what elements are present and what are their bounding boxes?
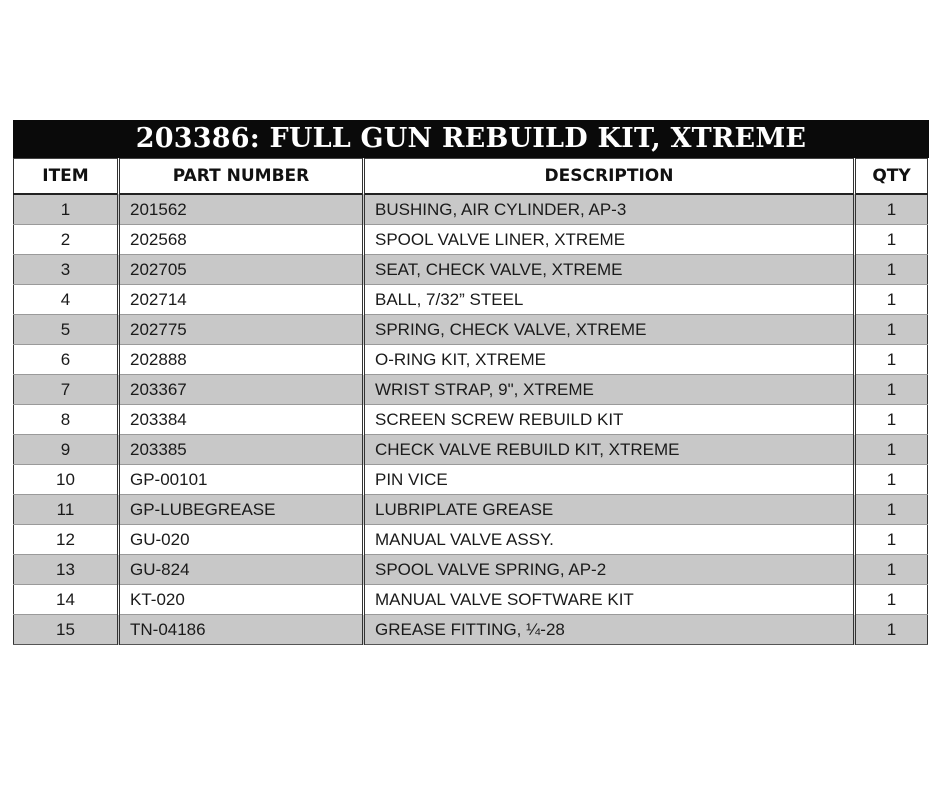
item-cell: 7 bbox=[14, 375, 119, 405]
qty-cell: 1 bbox=[855, 615, 928, 645]
description-cell: BALL, 7/32” STEEL bbox=[364, 285, 855, 315]
table-row bbox=[14, 435, 928, 465]
part-number-cell: 202705 bbox=[119, 255, 364, 285]
header-row bbox=[14, 159, 928, 195]
description-cell: MANUAL VALVE ASSY. bbox=[364, 525, 855, 555]
table-row bbox=[14, 375, 928, 405]
description-cell: O-RING KIT, XTREME bbox=[364, 345, 855, 375]
qty-cell: 1 bbox=[855, 405, 928, 435]
description-cell: SPOOL VALVE LINER, XTREME bbox=[364, 225, 855, 255]
qty-cell: 1 bbox=[855, 525, 928, 555]
description-cell: WRIST STRAP, 9", XTREME bbox=[364, 375, 855, 405]
kit-parts-table bbox=[13, 120, 929, 645]
qty-cell: 1 bbox=[855, 435, 928, 465]
table-row bbox=[14, 255, 928, 285]
column-header-description: DESCRIPTION bbox=[364, 159, 855, 195]
item-cell: 12 bbox=[14, 525, 119, 555]
qty-cell: 1 bbox=[855, 225, 928, 255]
table-row bbox=[14, 315, 928, 345]
item-cell: 15 bbox=[14, 615, 119, 645]
description-cell: SEAT, CHECK VALVE, XTREME bbox=[364, 255, 855, 285]
column-header-qty: QTY bbox=[855, 159, 928, 195]
description-cell: PIN VICE bbox=[364, 465, 855, 495]
description-cell: SCREEN SCREW REBUILD KIT bbox=[364, 405, 855, 435]
part-number-cell: GU-824 bbox=[119, 555, 364, 585]
qty-cell: 1 bbox=[855, 285, 928, 315]
part-number-cell: 202568 bbox=[119, 225, 364, 255]
item-cell: 8 bbox=[14, 405, 119, 435]
table-row bbox=[14, 465, 928, 495]
item-cell: 9 bbox=[14, 435, 119, 465]
part-number-cell: 201562 bbox=[119, 194, 364, 225]
item-cell: 10 bbox=[14, 465, 119, 495]
table-row bbox=[14, 615, 928, 645]
part-number-cell: GU-020 bbox=[119, 525, 364, 555]
description-cell: SPOOL VALVE SPRING, AP-2 bbox=[364, 555, 855, 585]
description-cell: BUSHING, AIR CYLINDER, AP-3 bbox=[364, 194, 855, 225]
part-number-cell: TN-04186 bbox=[119, 615, 364, 645]
item-cell: 13 bbox=[14, 555, 119, 585]
description-cell: LUBRIPLATE GREASE bbox=[364, 495, 855, 525]
table-row bbox=[14, 555, 928, 585]
part-number-cell: 202888 bbox=[119, 345, 364, 375]
table-row bbox=[14, 495, 928, 525]
table-row bbox=[14, 194, 928, 225]
qty-cell: 1 bbox=[855, 495, 928, 525]
description-cell: CHECK VALVE REBUILD KIT, XTREME bbox=[364, 435, 855, 465]
description-cell: MANUAL VALVE SOFTWARE KIT bbox=[364, 585, 855, 615]
table-row bbox=[14, 585, 928, 615]
part-number-cell: 203385 bbox=[119, 435, 364, 465]
qty-cell: 1 bbox=[855, 555, 928, 585]
kit-title: 203386: FULL GUN REBUILD KIT, XTREME bbox=[13, 120, 929, 158]
item-cell: 3 bbox=[14, 255, 119, 285]
qty-cell: 1 bbox=[855, 585, 928, 615]
description-cell: GREASE FITTING, ¼-28 bbox=[364, 615, 855, 645]
part-number-cell: 203367 bbox=[119, 375, 364, 405]
qty-cell: 1 bbox=[855, 375, 928, 405]
table-body bbox=[14, 194, 928, 645]
table-row bbox=[14, 285, 928, 315]
table-row bbox=[14, 525, 928, 555]
table-row bbox=[14, 345, 928, 375]
parts-table bbox=[13, 158, 928, 645]
qty-cell: 1 bbox=[855, 465, 928, 495]
table-row bbox=[14, 405, 928, 435]
column-header-item: ITEM bbox=[14, 159, 119, 195]
column-header-part-number: PART NUMBER bbox=[119, 159, 364, 195]
item-cell: 4 bbox=[14, 285, 119, 315]
part-number-cell: 203384 bbox=[119, 405, 364, 435]
table-row bbox=[14, 225, 928, 255]
item-cell: 2 bbox=[14, 225, 119, 255]
part-number-cell: 202714 bbox=[119, 285, 364, 315]
part-number-cell: KT-020 bbox=[119, 585, 364, 615]
description-cell: SPRING, CHECK VALVE, XTREME bbox=[364, 315, 855, 345]
qty-cell: 1 bbox=[855, 255, 928, 285]
qty-cell: 1 bbox=[855, 315, 928, 345]
item-cell: 1 bbox=[14, 194, 119, 225]
part-number-cell: 202775 bbox=[119, 315, 364, 345]
item-cell: 14 bbox=[14, 585, 119, 615]
item-cell: 11 bbox=[14, 495, 119, 525]
part-number-cell: GP-LUBEGREASE bbox=[119, 495, 364, 525]
qty-cell: 1 bbox=[855, 194, 928, 225]
item-cell: 5 bbox=[14, 315, 119, 345]
item-cell: 6 bbox=[14, 345, 119, 375]
qty-cell: 1 bbox=[855, 345, 928, 375]
part-number-cell: GP-00101 bbox=[119, 465, 364, 495]
